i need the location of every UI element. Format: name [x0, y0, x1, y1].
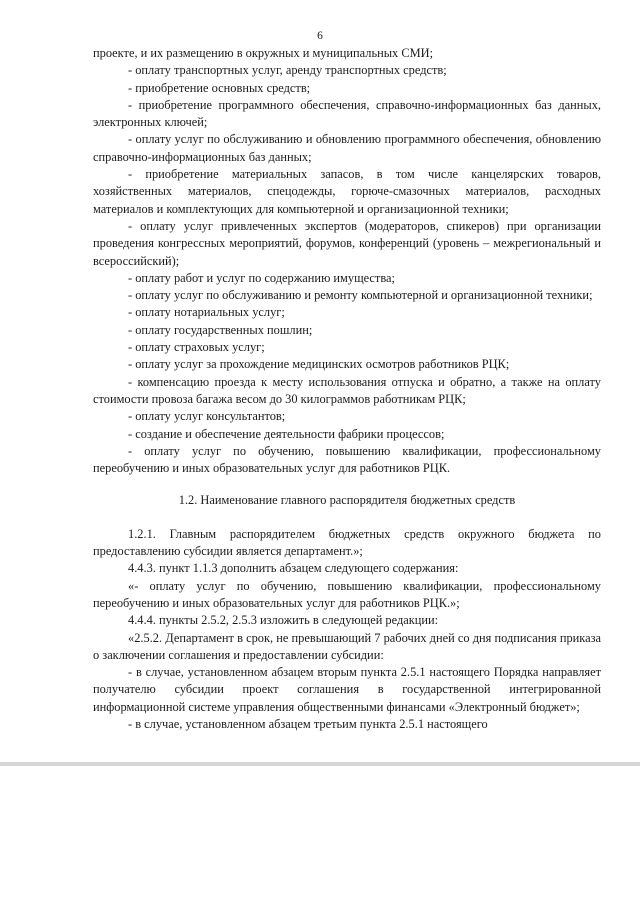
list-item: - оплату транспортных услуг, аренду транспортных средств; — [128, 63, 447, 78]
paragraph: 4.4.4. пункты 2.5.2, 2.5.3 изложить в следующей редакции: — [128, 613, 439, 628]
list-item: - компенсацию проезда к месту использования отпуска и обратно, а также на оплату стоимости провоза багажа весом до 30 килограммов работникам РЦК; — [93, 374, 601, 406]
list-item: - создание и обеспечение деятельности фабрики процессов; — [128, 426, 445, 441]
list-item: - оплату услуг консультантов; — [128, 409, 286, 424]
list-item: - приобретение программного обеспечения, справочно-информационных баз данных, электронных ключей; — [93, 97, 601, 130]
paragraph: 1.2.1. Главным распорядителем бюджетных средств окружного бюджета по предоставлению субсидии является департамент.»; — [93, 526, 601, 559]
list-item: - приобретение основных средств; — [128, 80, 311, 95]
section-heading: 1.2. Наименование главного распорядителя бюджетных средств — [178, 493, 516, 508]
list-item: - оплату работ и услуг по содержанию имущества; — [128, 270, 395, 285]
list-item: - в случае, установленном абзацем вторым пункта 2.5.1 настоящего Порядка направляет получателю субсидии проект соглашения в государственной интегрированной информационной системе управления общественными финансами «Электронный бюджет»; — [93, 665, 601, 714]
list-item: - оплату услуг привлеченных экспертов (модераторов, спикеров) при организации проведения конгрессных мероприятий, форумов, конференций (уровень – межрегиональный и всероссийский); — [93, 218, 601, 268]
paragraph: «- оплату услуг по обучению, повышению квалификации, профессиональному переобучению и иных образовательных услуг для работников РЦК.»; — [93, 578, 601, 610]
list-item: - оплату государственных пошлин; — [128, 322, 313, 337]
list-item: - оплату страховых услуг; — [128, 340, 265, 355]
page-bottom-margin — [0, 762, 640, 909]
list-item: - оплату услуг за прохождение медицинских осмотров работников РЦК; — [128, 357, 510, 372]
list-item: - приобретение материальных запасов, в том числе канцелярских товаров, хозяйственных материалов, спецодежды, горюче-смазочных материалов, расходных материалов и комплектующих для компьютерной и организационной техники; — [93, 167, 601, 216]
paragraph: 4.4.3. пункт 1.1.3 дополнить абзацем следующего содержания: — [128, 561, 459, 576]
list-item: - в случае, установленном абзацем третьим пункта 2.5.1 настоящего — [128, 716, 488, 731]
list-item: - оплату услуг по обслуживанию и обновлению программного обеспечения, обновлению справочно-информационных баз данных; — [93, 132, 601, 164]
page-number: 6 — [317, 30, 323, 42]
paragraph: проекте, и их размещению в окружных и муниципальных СМИ; — [93, 46, 434, 60]
document-body — [93, 45, 601, 733]
list-item: - оплату нотариальных услуг; — [128, 305, 285, 320]
list-item: - оплату услуг по обслуживанию и ремонту компьютерной и организационной техники; — [128, 288, 593, 303]
list-item: - оплату услуг по обучению, повышению квалификации, профессиональному переобучению и иных образовательных услуг для работников РЦК. — [93, 443, 601, 476]
paragraph: «2.5.2. Департамент в срок, не превышающий 7 рабочих дней со дня подписания приказа о заключении соглашения и предоставлении субсидии: — [93, 630, 601, 662]
